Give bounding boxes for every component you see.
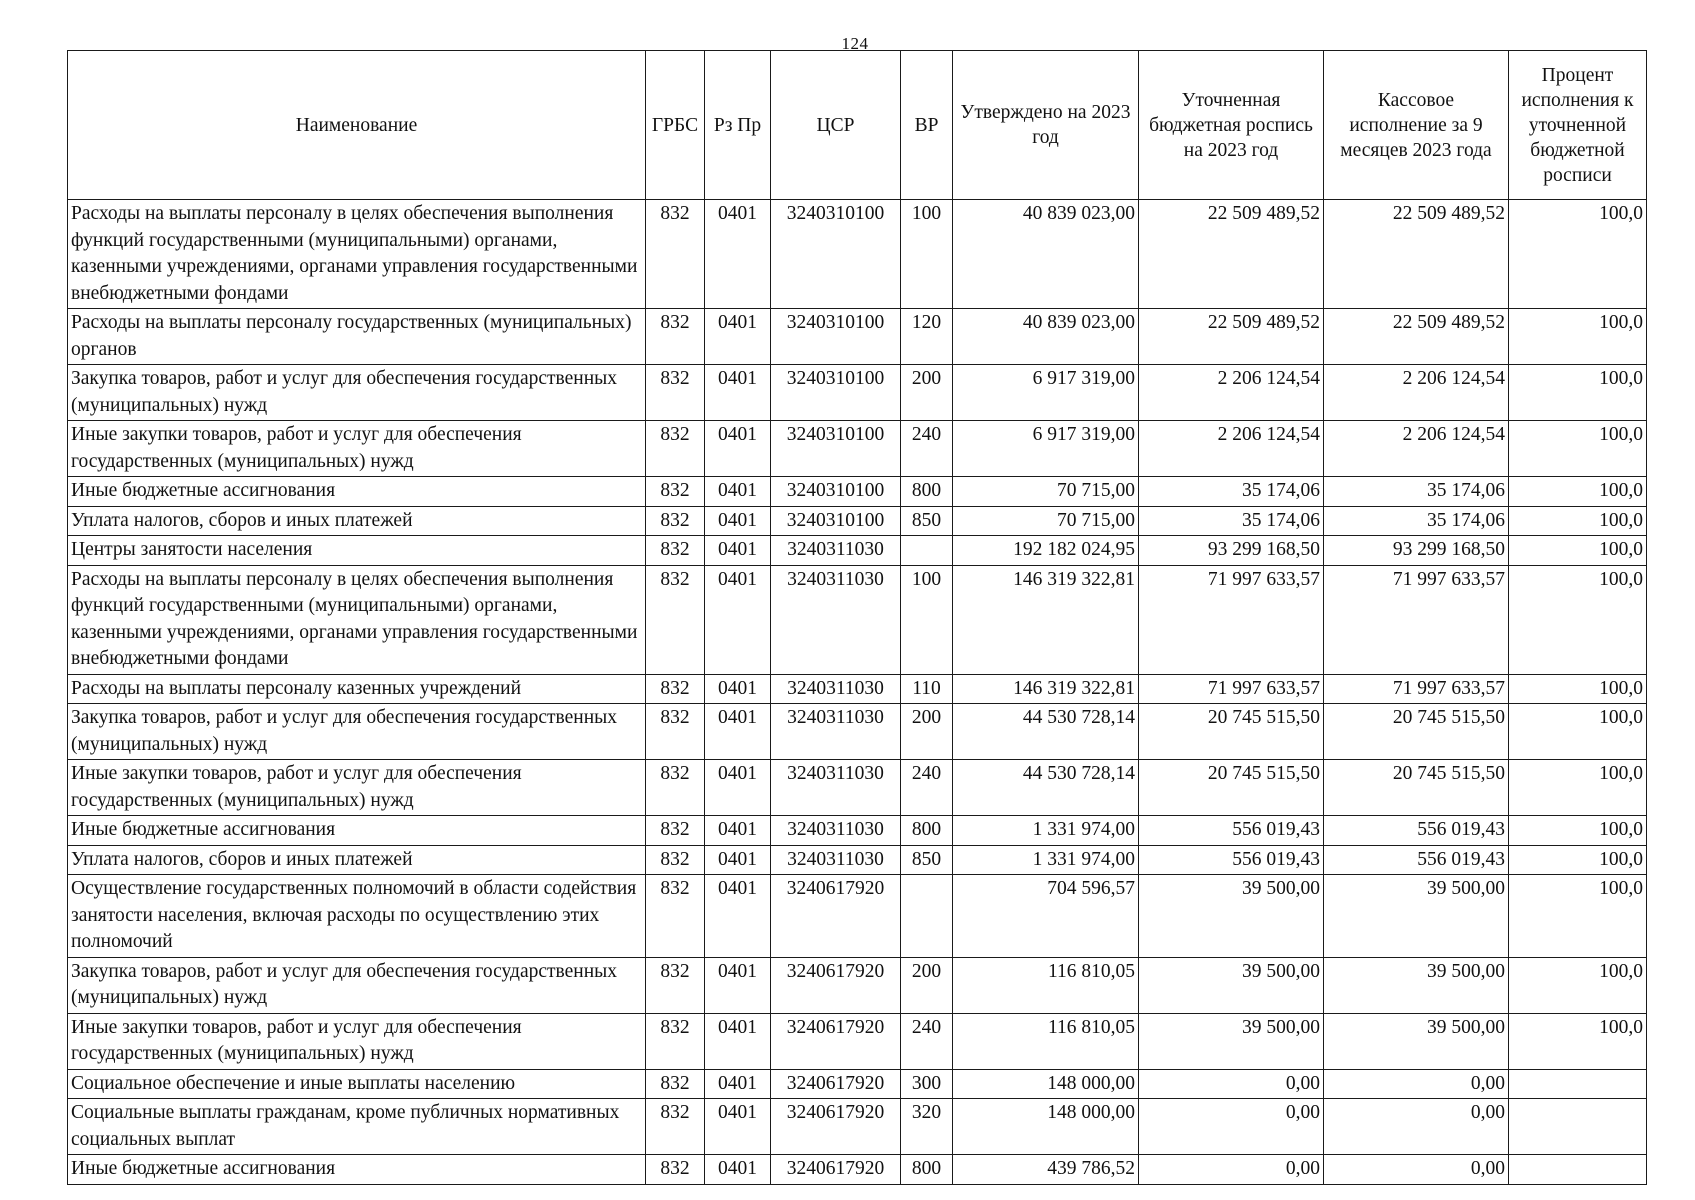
- cell-cash-execution: 22 509 489,52: [1324, 309, 1509, 365]
- cell-name: Закупка товаров, работ и услуг для обеспечения государственных (муниципальных) нужд: [68, 365, 646, 421]
- cell-approved: 40 839 023,00: [953, 309, 1139, 365]
- header-name: Наименование: [68, 51, 646, 200]
- cell-csr: 3240617920: [771, 1155, 901, 1185]
- cell-cash-execution: 556 019,43: [1324, 845, 1509, 875]
- cell-percent: 100,0: [1509, 506, 1647, 536]
- cell-percent: 100,0: [1509, 875, 1647, 958]
- table-row: [68, 506, 1647, 536]
- cell-name: Осуществление государственных полномочий в области содействия занятости населения, включая расходы по осуществлению этих полномочий: [68, 875, 646, 958]
- table-row: [68, 674, 1647, 704]
- cell-grbs: 832: [646, 1155, 705, 1185]
- table-row: [68, 704, 1647, 760]
- cell-percent: 100,0: [1509, 477, 1647, 507]
- cell-approved: 40 839 023,00: [953, 200, 1139, 309]
- cell-vr: 800: [901, 1155, 953, 1185]
- cell-refined: 556 019,43: [1139, 845, 1324, 875]
- cell-name: Иные бюджетные ассигнования: [68, 816, 646, 846]
- cell-approved: 146 319 322,81: [953, 565, 1139, 674]
- cell-rz-pr: 0401: [705, 875, 771, 958]
- cell-percent: 100,0: [1509, 704, 1647, 760]
- cell-approved: 148 000,00: [953, 1099, 1139, 1155]
- cell-vr: 240: [901, 760, 953, 816]
- cell-cash-execution: 39 500,00: [1324, 1013, 1509, 1069]
- cell-rz-pr: 0401: [705, 760, 771, 816]
- table-row: [68, 816, 1647, 846]
- cell-grbs: 832: [646, 365, 705, 421]
- cell-rz-pr: 0401: [705, 309, 771, 365]
- cell-approved: 1 331 974,00: [953, 845, 1139, 875]
- cell-vr: 240: [901, 1013, 953, 1069]
- cell-refined: 20 745 515,50: [1139, 704, 1324, 760]
- table-row: [68, 760, 1647, 816]
- cell-cash-execution: 71 997 633,57: [1324, 565, 1509, 674]
- cell-rz-pr: 0401: [705, 1155, 771, 1185]
- cell-percent: [1509, 1069, 1647, 1099]
- cell-refined: 71 997 633,57: [1139, 565, 1324, 674]
- cell-percent: 100,0: [1509, 957, 1647, 1013]
- cell-rz-pr: 0401: [705, 365, 771, 421]
- cell-cash-execution: 0,00: [1324, 1069, 1509, 1099]
- cell-refined: 2 206 124,54: [1139, 365, 1324, 421]
- cell-approved: 148 000,00: [953, 1069, 1139, 1099]
- cell-refined: 39 500,00: [1139, 1013, 1324, 1069]
- cell-cash-execution: 556 019,43: [1324, 816, 1509, 846]
- header-percent: Процент исполнения к уточненной бюджетной росписи: [1509, 51, 1647, 200]
- cell-approved: 70 715,00: [953, 477, 1139, 507]
- cell-csr: 3240311030: [771, 845, 901, 875]
- table-row: [68, 565, 1647, 674]
- table-row: [68, 1099, 1647, 1155]
- cell-refined: 71 997 633,57: [1139, 674, 1324, 704]
- cell-cash-execution: 39 500,00: [1324, 875, 1509, 958]
- cell-name: Расходы на выплаты персоналу в целях обеспечения выполнения функций государственными (муниципальными) органами, казенными учреждениями, органами управления государственными внебюджетными фондами: [68, 565, 646, 674]
- cell-csr: 3240311030: [771, 536, 901, 566]
- header-vr: ВР: [901, 51, 953, 200]
- cell-rz-pr: 0401: [705, 1069, 771, 1099]
- cell-name: Иные бюджетные ассигнования: [68, 477, 646, 507]
- cell-approved: 439 786,52: [953, 1155, 1139, 1185]
- table-row: [68, 200, 1647, 309]
- cell-name: Расходы на выплаты персоналу казенных учреждений: [68, 674, 646, 704]
- cell-name: Расходы на выплаты персоналу в целях обеспечения выполнения функций государственными (муниципальными) органами, казенными учреждениями, органами управления государственными внебюджетными фондами: [68, 200, 646, 309]
- cell-refined: 35 174,06: [1139, 506, 1324, 536]
- table-row: [68, 536, 1647, 566]
- cell-approved: 704 596,57: [953, 875, 1139, 958]
- cell-csr: 3240310100: [771, 477, 901, 507]
- cell-grbs: 832: [646, 816, 705, 846]
- cell-percent: 100,0: [1509, 760, 1647, 816]
- cell-cash-execution: 71 997 633,57: [1324, 674, 1509, 704]
- cell-refined: 39 500,00: [1139, 957, 1324, 1013]
- cell-vr: 100: [901, 200, 953, 309]
- table-header-row: [68, 51, 1647, 200]
- cell-csr: 3240617920: [771, 1099, 901, 1155]
- cell-refined: 0,00: [1139, 1099, 1324, 1155]
- cell-grbs: 832: [646, 477, 705, 507]
- cell-approved: 116 810,05: [953, 1013, 1139, 1069]
- header-csr: ЦСР: [771, 51, 901, 200]
- cell-cash-execution: 93 299 168,50: [1324, 536, 1509, 566]
- cell-rz-pr: 0401: [705, 674, 771, 704]
- cell-percent: 100,0: [1509, 536, 1647, 566]
- cell-name: Иные закупки товаров, работ и услуг для обеспечения государственных (муниципальных) нужд: [68, 760, 646, 816]
- cell-name: Социальное обеспечение и иные выплаты населению: [68, 1069, 646, 1099]
- cell-approved: 44 530 728,14: [953, 760, 1139, 816]
- cell-csr: 3240617920: [771, 875, 901, 958]
- cell-approved: 6 917 319,00: [953, 365, 1139, 421]
- cell-csr: 3240311030: [771, 565, 901, 674]
- cell-refined: 20 745 515,50: [1139, 760, 1324, 816]
- cell-refined: 0,00: [1139, 1069, 1324, 1099]
- header-rz-pr: Рз Пр: [705, 51, 771, 200]
- cell-approved: 44 530 728,14: [953, 704, 1139, 760]
- cell-cash-execution: 39 500,00: [1324, 957, 1509, 1013]
- cell-rz-pr: 0401: [705, 565, 771, 674]
- cell-grbs: 832: [646, 200, 705, 309]
- cell-refined: 22 509 489,52: [1139, 200, 1324, 309]
- table-row: [68, 1069, 1647, 1099]
- table-row: [68, 421, 1647, 477]
- cell-csr: 3240311030: [771, 816, 901, 846]
- cell-grbs: 832: [646, 875, 705, 958]
- table-row: [68, 875, 1647, 958]
- cell-grbs: 832: [646, 1099, 705, 1155]
- cell-percent: 100,0: [1509, 674, 1647, 704]
- header-approved: Утверждено на 2023 год: [953, 51, 1139, 200]
- cell-vr: 100: [901, 565, 953, 674]
- cell-rz-pr: 0401: [705, 536, 771, 566]
- cell-grbs: 832: [646, 421, 705, 477]
- cell-csr: 3240311030: [771, 760, 901, 816]
- cell-csr: 3240310100: [771, 506, 901, 536]
- cell-percent: [1509, 1155, 1647, 1185]
- cell-rz-pr: 0401: [705, 816, 771, 846]
- cell-cash-execution: 2 206 124,54: [1324, 365, 1509, 421]
- page-number: 124: [841, 34, 869, 53]
- cell-rz-pr: 0401: [705, 957, 771, 1013]
- cell-approved: 146 319 322,81: [953, 674, 1139, 704]
- cell-vr: 850: [901, 506, 953, 536]
- cell-rz-pr: 0401: [705, 845, 771, 875]
- cell-name: Расходы на выплаты персоналу государственных (муниципальных) органов: [68, 309, 646, 365]
- cell-csr: 3240311030: [771, 704, 901, 760]
- cell-vr: 300: [901, 1069, 953, 1099]
- cell-vr: [901, 536, 953, 566]
- table-row: [68, 1013, 1647, 1069]
- cell-rz-pr: 0401: [705, 200, 771, 309]
- cell-name: Иные закупки товаров, работ и услуг для обеспечения государственных (муниципальных) нужд: [68, 1013, 646, 1069]
- cell-name: Уплата налогов, сборов и иных платежей: [68, 845, 646, 875]
- cell-name: Социальные выплаты гражданам, кроме публичных нормативных социальных выплат: [68, 1099, 646, 1155]
- cell-percent: 100,0: [1509, 1013, 1647, 1069]
- cell-percent: 100,0: [1509, 565, 1647, 674]
- cell-refined: 93 299 168,50: [1139, 536, 1324, 566]
- cell-rz-pr: 0401: [705, 421, 771, 477]
- cell-csr: 3240310100: [771, 365, 901, 421]
- cell-rz-pr: 0401: [705, 477, 771, 507]
- cell-percent: [1509, 1099, 1647, 1155]
- cell-grbs: 832: [646, 760, 705, 816]
- cell-cash-execution: 20 745 515,50: [1324, 760, 1509, 816]
- cell-vr: 800: [901, 816, 953, 846]
- cell-approved: 192 182 024,95: [953, 536, 1139, 566]
- cell-csr: 3240617920: [771, 1069, 901, 1099]
- cell-cash-execution: 35 174,06: [1324, 477, 1509, 507]
- cell-grbs: 832: [646, 1069, 705, 1099]
- cell-approved: 1 331 974,00: [953, 816, 1139, 846]
- table-row: [68, 957, 1647, 1013]
- cell-name: Центры занятости населения: [68, 536, 646, 566]
- cell-grbs: 832: [646, 845, 705, 875]
- cell-refined: 22 509 489,52: [1139, 309, 1324, 365]
- table-row: [68, 309, 1647, 365]
- cell-csr: 3240617920: [771, 957, 901, 1013]
- cell-cash-execution: 0,00: [1324, 1099, 1509, 1155]
- cell-cash-execution: 20 745 515,50: [1324, 704, 1509, 760]
- cell-rz-pr: 0401: [705, 1099, 771, 1155]
- table-row: [68, 365, 1647, 421]
- cell-csr: 3240311030: [771, 674, 901, 704]
- table-row: [68, 1155, 1647, 1185]
- cell-refined: 0,00: [1139, 1155, 1324, 1185]
- cell-approved: 70 715,00: [953, 506, 1139, 536]
- cell-grbs: 832: [646, 957, 705, 1013]
- cell-vr: 200: [901, 704, 953, 760]
- cell-vr: 200: [901, 365, 953, 421]
- cell-percent: 100,0: [1509, 200, 1647, 309]
- cell-percent: 100,0: [1509, 365, 1647, 421]
- cell-approved: 6 917 319,00: [953, 421, 1139, 477]
- cell-refined: 39 500,00: [1139, 875, 1324, 958]
- cell-percent: 100,0: [1509, 309, 1647, 365]
- cell-grbs: 832: [646, 309, 705, 365]
- cell-refined: 556 019,43: [1139, 816, 1324, 846]
- cell-percent: 100,0: [1509, 421, 1647, 477]
- table-row: [68, 845, 1647, 875]
- cell-cash-execution: 0,00: [1324, 1155, 1509, 1185]
- cell-name: Закупка товаров, работ и услуг для обеспечения государственных (муниципальных) нужд: [68, 704, 646, 760]
- cell-grbs: 832: [646, 1013, 705, 1069]
- cell-csr: 3240617920: [771, 1013, 901, 1069]
- cell-vr: 850: [901, 845, 953, 875]
- cell-vr: 110: [901, 674, 953, 704]
- cell-grbs: 832: [646, 536, 705, 566]
- cell-cash-execution: 2 206 124,54: [1324, 421, 1509, 477]
- cell-name: Иные бюджетные ассигнования: [68, 1155, 646, 1185]
- table-body: [68, 200, 1647, 1185]
- cell-cash-execution: 35 174,06: [1324, 506, 1509, 536]
- cell-approved: 116 810,05: [953, 957, 1139, 1013]
- cell-grbs: 832: [646, 565, 705, 674]
- cell-grbs: 832: [646, 674, 705, 704]
- table-row: [68, 477, 1647, 507]
- cell-name: Иные закупки товаров, работ и услуг для обеспечения государственных (муниципальных) нужд: [68, 421, 646, 477]
- cell-vr: [901, 875, 953, 958]
- cell-percent: 100,0: [1509, 845, 1647, 875]
- cell-csr: 3240310100: [771, 421, 901, 477]
- header-grbs: ГРБС: [646, 51, 705, 200]
- cell-csr: 3240310100: [771, 309, 901, 365]
- cell-refined: 35 174,06: [1139, 477, 1324, 507]
- cell-vr: 120: [901, 309, 953, 365]
- cell-csr: 3240310100: [771, 200, 901, 309]
- cell-name: Закупка товаров, работ и услуг для обеспечения государственных (муниципальных) нужд: [68, 957, 646, 1013]
- cell-grbs: 832: [646, 704, 705, 760]
- cell-vr: 800: [901, 477, 953, 507]
- cell-rz-pr: 0401: [705, 1013, 771, 1069]
- header-cash-execution: Кассовое исполнение за 9 месяцев 2023 года: [1324, 51, 1509, 200]
- cell-grbs: 832: [646, 506, 705, 536]
- cell-vr: 320: [901, 1099, 953, 1155]
- header-refined: Уточненная бюджетная роспись на 2023 год: [1139, 51, 1324, 200]
- cell-percent: 100,0: [1509, 816, 1647, 846]
- cell-refined: 2 206 124,54: [1139, 421, 1324, 477]
- cell-rz-pr: 0401: [705, 506, 771, 536]
- cell-vr: 200: [901, 957, 953, 1013]
- budget-execution-table: [67, 50, 1647, 1185]
- cell-cash-execution: 22 509 489,52: [1324, 200, 1509, 309]
- cell-name: Уплата налогов, сборов и иных платежей: [68, 506, 646, 536]
- cell-vr: 240: [901, 421, 953, 477]
- cell-rz-pr: 0401: [705, 704, 771, 760]
